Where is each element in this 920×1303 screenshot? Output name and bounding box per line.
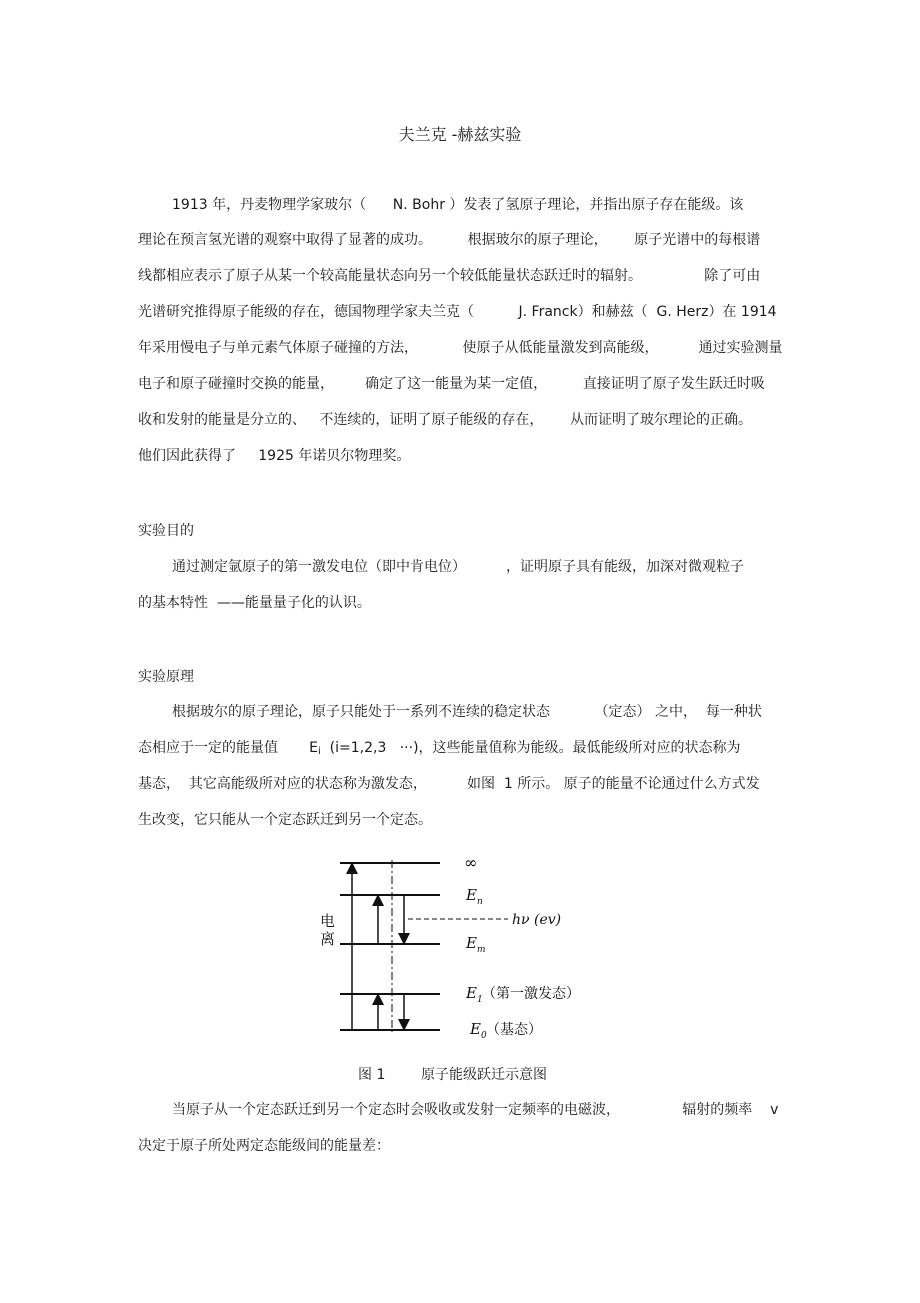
ionization-label-1: 电 — [320, 912, 336, 930]
energy-level-diagram — [310, 848, 610, 1048]
purpose-line-2: 的基本特性 ——能量量子化的认识。 — [138, 595, 371, 611]
hv-label: hν (ev) — [512, 912, 562, 928]
intro-line-2: 理论在预言氢光谱的观察中取得了显著的成功。 根据玻尔的原子理论， 原子光谱中的每根谱 — [138, 232, 761, 248]
ionization-label-2: 离 — [320, 930, 336, 948]
intro-line-1: 1913 年，丹麦物理学家玻尔（ N. Bohr ）发表了氢原子理论，并指出原子存在能级。该 — [172, 197, 744, 213]
intro-line-4: 光谱研究推得原子能级的存在，德国物理学家夫兰克（ J. Franck）和赫兹（ G. Herz）在 1914 — [138, 304, 777, 320]
intro-line-5: 年采用慢电子与单元素气体原子碰撞的方法， 使原子从低能量激发到高能级， 通过实验测量 — [138, 340, 783, 356]
principle-line-1: 根据玻尔的原子理论，原子只能处于一系列不连续的稳定状态 （定态） 之中， 每一种状 — [172, 704, 762, 720]
purpose-heading: 实验目的 — [138, 523, 194, 539]
intro-line-3: 线都相应表示了原子从某一个较高能量状态向另一个较低能量状态跃迁时的辐射。 除了可由 — [138, 268, 761, 284]
principle-line-2: 态相应于一定的能量值 $E_i$ (i=1,2,3 ···)，这些能量值称为能级。最低能级所对应的状态称为 — [138, 740, 741, 757]
intro-line-7: 收和发射的能量是分立的、 不连续的，证明了原子能级的存在， 从而证明了玻尔理论的正确。 — [138, 412, 753, 428]
purpose-line-1: 通过测定氩原子的第一激发电位（即中肯电位） ，证明原子具有能级，加深对微观粒子 — [172, 559, 745, 575]
em-label: $E_m$ — [466, 934, 486, 955]
e1-label: $E_1$ — [466, 984, 483, 1005]
closing-line-1: 当原子从一个定态跃迁到另一个定态时会吸收或发射一定频率的电磁波， 辐射的频率 v — [172, 1102, 779, 1118]
principle-heading: 实验原理 — [138, 669, 194, 685]
intro-line-8: 他们因此获得了 1925 年诺贝尔物理奖。 — [138, 448, 411, 464]
e0-note: （基态） — [486, 1022, 542, 1038]
figure-caption: 图 1 原子能级跃迁示意图 — [358, 1067, 547, 1083]
infinity-label: ∞ — [464, 853, 478, 872]
principle-line-4: 生改变，它只能从一个定态跃迁到另一个定态。 — [138, 812, 432, 828]
e0-label: $E_0$ — [470, 1020, 487, 1041]
intro-line-6: 电子和原子碰撞时交换的能量， 确定了这一能量为某一定值， 直接证明了原子发生跃迁时吸 — [138, 376, 765, 392]
e1-note: （第一激发态） — [482, 986, 580, 1002]
en-label: $E_n$ — [466, 886, 483, 907]
principle-line-3: 基态， 其它高能级所对应的状态称为激发态， 如图 1 所示。 原子的能量不论通过什么方式发 — [138, 776, 760, 792]
document-title: 夫兰克 -赫兹实验 — [398, 125, 522, 144]
closing-line-2: 决定于原子所处两定态能级间的能量差： — [138, 1138, 390, 1154]
